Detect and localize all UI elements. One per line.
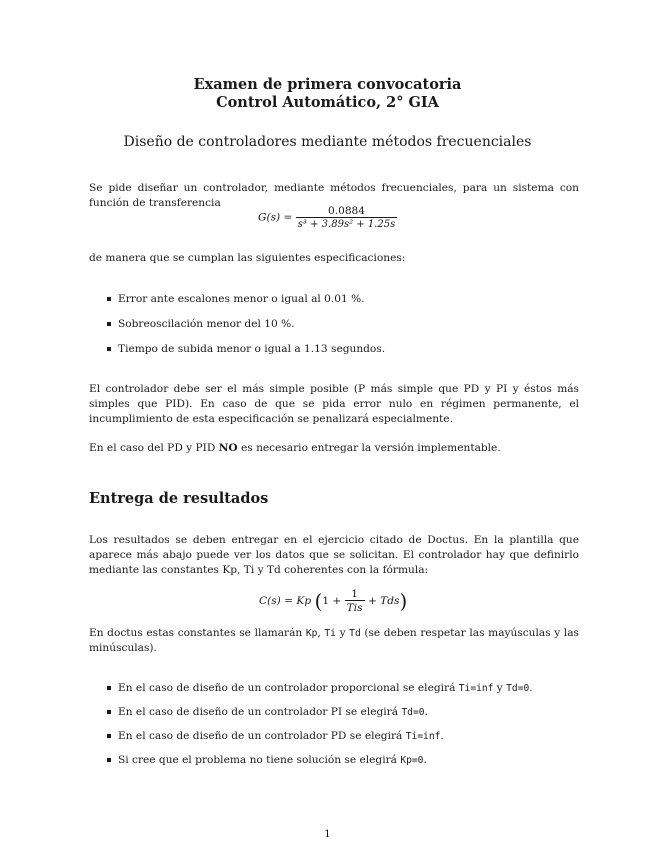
- implementable-paragraph: En el caso del PD y PID NO es necesario entregar la versión implementable.: [89, 442, 501, 454]
- tf-fraction: [296, 205, 397, 230]
- document-title-line2: Control Automático, 2° GIA: [216, 94, 439, 111]
- case-item: En el caso de diseño de un controlador PI se elegirá Td=0.: [107, 705, 428, 720]
- tf-lhs: G(s) =: [258, 211, 293, 224]
- results-paragraph: Los resultados se deben entregar en el ejercicio citado de Doctus. En la plantilla que aparece más abajo puede ver los datos que se solicitan. El controlador hay que definirlo mediante las constantes Kp, Ti y Td coherentes con la fórmula:: [89, 534, 579, 577]
- tf-numerator: 0.0884: [327, 205, 366, 217]
- formula-lhs: C(s) = Kp: [259, 595, 312, 607]
- page-number: 1: [324, 828, 331, 840]
- formula-fraction: [345, 588, 365, 614]
- formula-frac-den: Tis: [346, 602, 363, 614]
- case-item: Si cree que el problema no tiene solución se elegirá Kp=0.: [107, 753, 427, 768]
- spec-item: Tiempo de subida menor o igual a 1.13 segundos.: [107, 342, 385, 356]
- transfer-function: [258, 205, 397, 230]
- section-heading: Entrega de resultados: [89, 490, 269, 507]
- formula-one: 1 +: [322, 595, 342, 607]
- document-subtitle: Diseño de controladores mediante métodos frecuenciales: [123, 134, 532, 150]
- intro-paragraph: Se pide diseñar un controlador, mediante métodos frecuenciales, para un sistema con función de transferencia: [89, 182, 579, 210]
- formula-frac-num: 1: [351, 588, 358, 600]
- spec-item: Error ante escalones menor o igual al 0.01 %.: [107, 292, 365, 306]
- case-item: En el caso de diseño de un controlador proporcional se elegirá Ti=inf y Td=0.: [107, 681, 533, 696]
- controller-formula: C(s) = Kp (1 + $\frac{1}{\text{Tis}}$ + Tds): [259, 588, 408, 614]
- doctus-names-paragraph: En doctus estas constantes se llamarán Kp, Ti y Td (se deben respetar las mayúsculas y las minúsculas).: [89, 627, 579, 655]
- spec-item: Sobreoscilación menor del 10 %.: [107, 317, 295, 331]
- formula-rest: + Tds: [367, 595, 400, 607]
- specs-intro: de manera que se cumplan las siguientes especificaciones:: [89, 252, 406, 264]
- case-item: En el caso de diseño de un controlador PD se elegirá Ti=inf.: [107, 729, 444, 744]
- simplicity-paragraph: El controlador debe ser el más simple posible (P más simple que PD y PI y éstos más simples que PID). En caso de que se pida error nulo en régimen permanente, el incumplimiento de esta especificación se penalizará especialmente.: [89, 383, 579, 426]
- document-title-line1: Examen de primera convocatoria: [193, 76, 462, 93]
- tf-denominator: s³ + 3.89s² + 1.25s: [297, 219, 396, 230]
